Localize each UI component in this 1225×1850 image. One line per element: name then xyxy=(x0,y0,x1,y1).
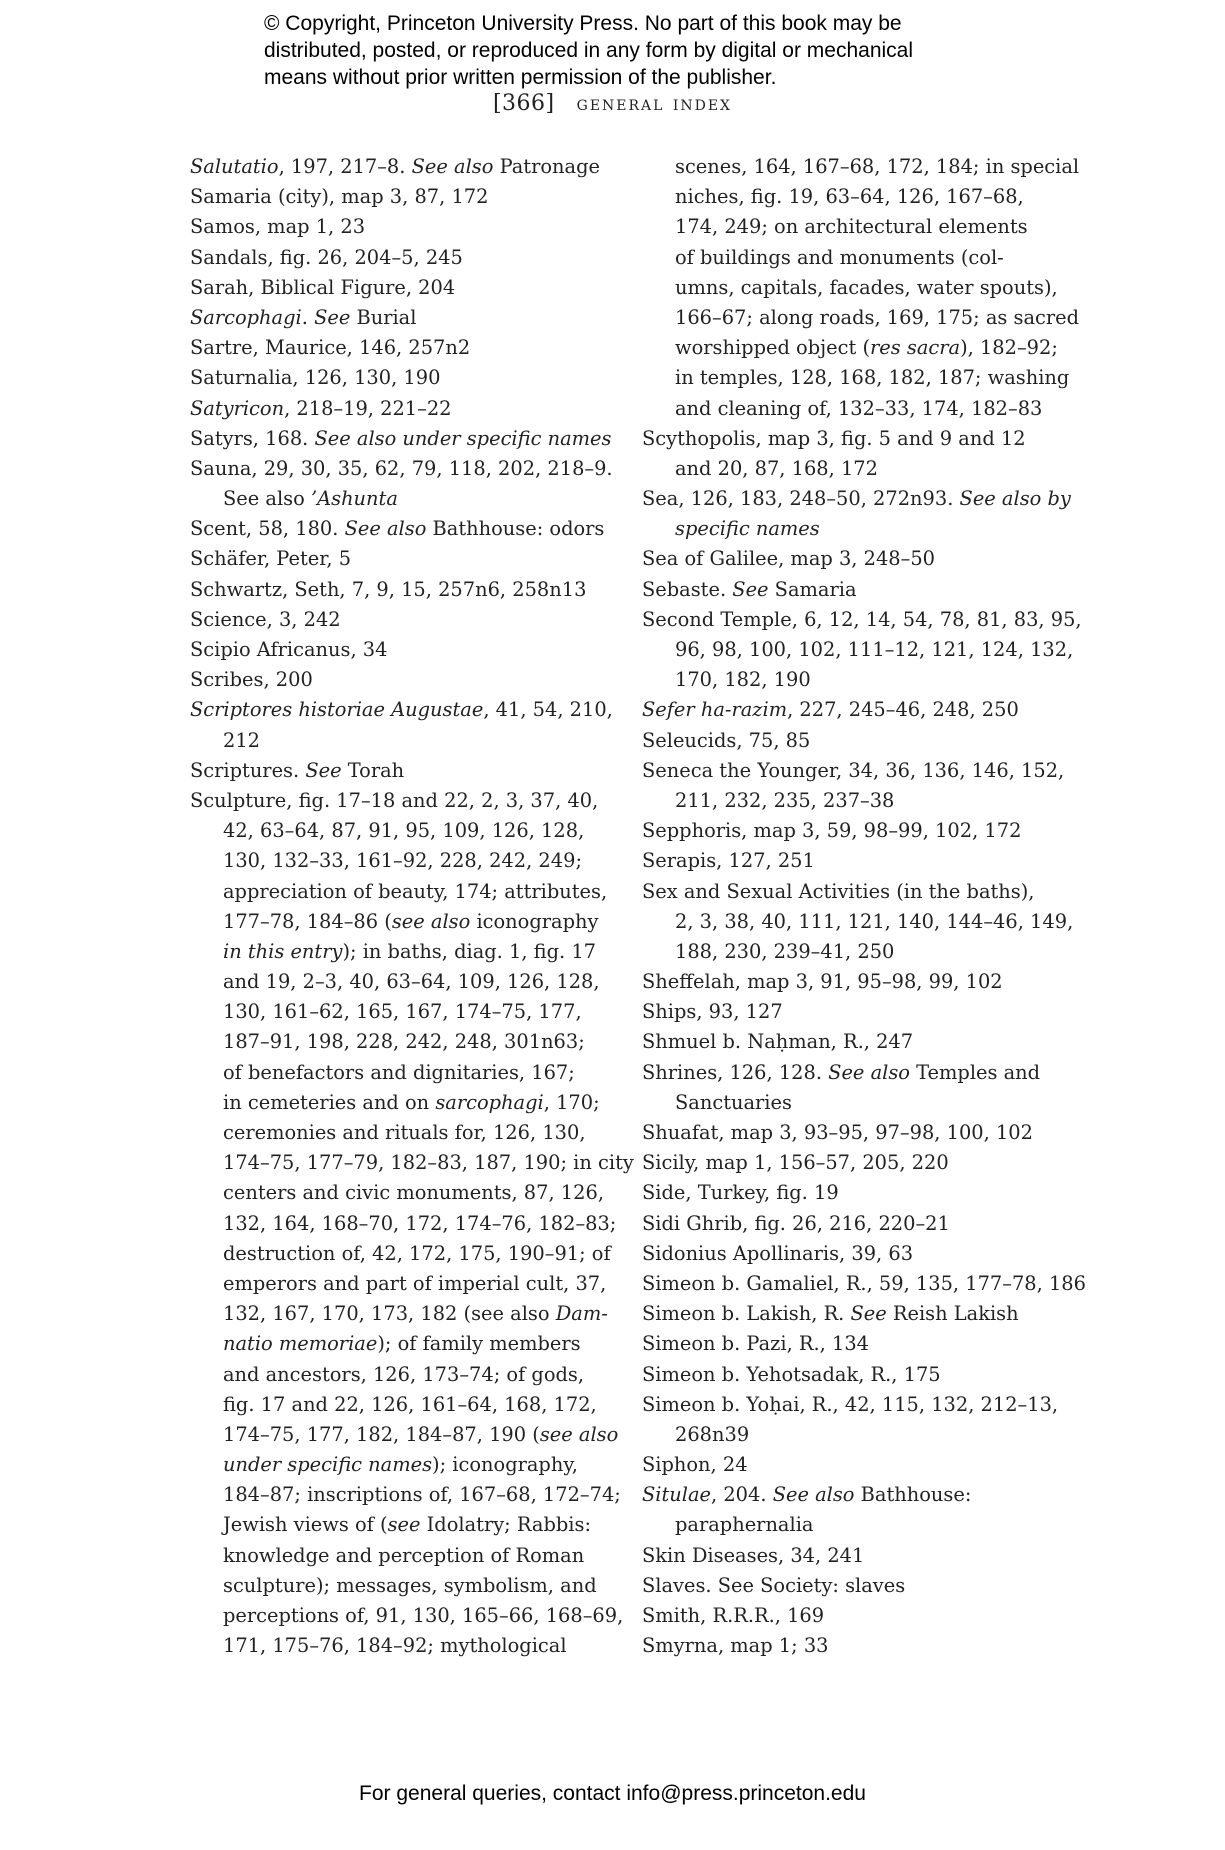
index-entry-continuation: 187–91, 198, 228, 242, 248, 301n63; xyxy=(223,1030,585,1054)
index-entry: Skin Diseases, 34, 241 xyxy=(642,1543,865,1567)
footer-contact: For general queries, contact info@press.princeton.edu xyxy=(359,1782,866,1805)
index-entry-continuation: specific names xyxy=(675,517,820,541)
index-entry-continuation: under specific names); iconography, xyxy=(223,1453,578,1477)
index-entry-continuation: 268n39 xyxy=(675,1422,750,1446)
index-entry: Situlae, 204. See also Bathhouse: xyxy=(642,1483,972,1507)
running-head-title: general index xyxy=(576,91,733,115)
index-entry-continuation: worshipped object (res sacra), 182–92; xyxy=(675,336,1058,360)
index-entry: Saturnalia, 126, 130, 190 xyxy=(190,366,441,390)
index-entry: Sepphoris, map 3, 59, 98–99, 102, 172 xyxy=(642,819,1022,843)
index-entry: Science, 3, 242 xyxy=(190,607,341,631)
index-entry-continuation: umns, capitals, facades, water spouts), xyxy=(675,275,1058,299)
index-entry-continuation: 2, 3, 38, 40, 111, 121, 140, 144–46, 149, xyxy=(675,909,1074,933)
index-entry: Ships, 93, 127 xyxy=(642,1000,783,1024)
index-entry: Side, Turkey, fig. 19 xyxy=(642,1181,839,1205)
index-entry: Smyrna, map 1; 33 xyxy=(642,1634,829,1658)
index-entry: Sheffelah, map 3, 91, 95–98, 99, 102 xyxy=(642,970,1003,994)
index-entry: Serapis, 127, 251 xyxy=(642,849,815,873)
index-column-left xyxy=(190,152,634,1661)
index-entry-continuation: 184–87; inscriptions of, 167–68, 172–74; xyxy=(223,1483,621,1507)
index-entry-continuation: centers and civic monuments, 87, 126, xyxy=(223,1181,604,1205)
index-entry-continuation: 132, 167, 170, 173, 182 (see also Dam- xyxy=(223,1302,608,1326)
index-entry: Sandals, fig. 26, 204–5, 245 xyxy=(190,245,463,269)
copyright-line: © Copyright, Princeton University Press. No part of this book may be xyxy=(264,12,902,35)
index-entry: Sarah, Biblical Figure, 204 xyxy=(190,275,456,299)
index-entry: Sebaste. See Samaria xyxy=(642,577,857,601)
index-entry: Sartre, Maurice, 146, 257n2 xyxy=(190,336,471,360)
index-entry-continuation: destruction of, 42, 172, 175, 190–91; of xyxy=(223,1241,611,1265)
index-entry: Scribes, 200 xyxy=(190,668,313,692)
index-entry: Satyrs, 168. See also under specific names xyxy=(190,426,612,450)
index-entry-continuation: 174–75, 177, 182, 184–87, 190 (see also xyxy=(223,1422,619,1446)
index-entry: Smith, R.R.R., 169 xyxy=(642,1604,825,1627)
index-entry: Sidi Ghrib, fig. 26, 216, 220–21 xyxy=(642,1211,950,1235)
index-entry-continuation: 96, 98, 100, 102, 111–12, 121, 124, 132, xyxy=(675,638,1074,661)
index-entry: Sea of Galilee, map 3, 248–50 xyxy=(642,547,935,571)
index-entry-continuation: sculpture); messages, symbolism, and xyxy=(223,1573,597,1597)
index-entry-continuation: of buildings and monuments (col- xyxy=(675,245,1004,269)
index-entry-continuation: in this entry); in baths, diag. 1, fig. 17 xyxy=(223,939,597,963)
index-entry-continuation: of benefactors and dignitaries, 167; xyxy=(223,1060,575,1084)
index-entry-continuation: 174, 249; on architectural elements xyxy=(675,215,1028,239)
index-entry: Sidonius Apollinaris, 39, 63 xyxy=(642,1241,914,1265)
index-entry: Second Temple, 6, 12, 14, 54, 78, 81, 83, 95, xyxy=(642,607,1082,631)
index-entry-continuation: 130, 132–33, 161–92, 228, 242, 249; xyxy=(223,849,582,873)
index-entry-continuation: appreciation of beauty, 174; attributes, xyxy=(223,879,608,903)
index-entry: Scriptores historiae Augustae, 41, 54, 210, xyxy=(190,698,613,722)
index-entry-continuation: Sanctuaries xyxy=(675,1090,792,1114)
index-entry: Simeon b. Pazi, R., 134 xyxy=(642,1332,869,1356)
index-entry: Sculpture, fig. 17–18 and 22, 2, 3, 37, 40, xyxy=(190,788,599,812)
index-entry-continuation: paraphernalia xyxy=(675,1513,814,1537)
copyright-line: means without prior written permission of the publisher. xyxy=(264,66,777,89)
index-entry-continuation: ceremonies and rituals for, 126, 130, xyxy=(223,1121,586,1144)
index-entry: Schäfer, Peter, 5 xyxy=(190,547,352,571)
index-entry: Samaria (city), map 3, 87, 172 xyxy=(190,185,489,209)
index-entry: Siphon, 24 xyxy=(642,1453,748,1477)
index-entry-continuation: See also ’Ashunta xyxy=(223,487,398,511)
index-entry-continuation: natio memoriae); of family members xyxy=(223,1332,581,1356)
index-entry: Simeon b. Gamaliel, R., 59, 135, 177–78, 186 xyxy=(642,1271,1086,1295)
index-entry: Schwartz, Seth, 7, 9, 15, 257n6, 258n13 xyxy=(190,577,587,601)
index-entry-continuation: 171, 175–76, 184–92; mythological xyxy=(223,1634,567,1658)
index-entry: Simeon b. Yehotsadak, R., 175 xyxy=(642,1362,941,1386)
index-entry-continuation: niches, fig. 19, 63–64, 126, 167–68, xyxy=(675,185,1024,209)
index-entry: Sea, 126, 183, 248–50, 272n93. See also by xyxy=(642,487,1071,511)
index-entry: Shrines, 126, 128. See also Temples and xyxy=(642,1060,1041,1084)
index-entry-continuation: fig. 17 and 22, 126, 161–64, 168, 172, xyxy=(223,1392,597,1416)
index-entry-continuation: 174–75, 177–79, 182–83, 187, 190; in city xyxy=(223,1151,634,1175)
index-entry: Satyricon, 218–19, 221–22 xyxy=(190,396,452,420)
index-entry-continuation: 42, 63–64, 87, 91, 95, 109, 126, 128, xyxy=(223,819,585,843)
index-entry: Sex and Sexual Activities (in the baths), xyxy=(642,879,1035,903)
index-entry-continuation: perceptions of, 91, 130, 165–66, 168–69, xyxy=(223,1604,624,1627)
index-column-right xyxy=(642,152,1086,1661)
index-entry-continuation: and cleaning of, 132–33, 174, 182–83 xyxy=(675,396,1043,420)
index-entry: Sefer ha-razim, 227, 245–46, 248, 250 xyxy=(642,698,1019,722)
index-entry: Sarcophagi. See Burial xyxy=(190,305,417,329)
index-entry-continuation: in cemeteries and on sarcophagi, 170; xyxy=(223,1090,600,1114)
index-entry: Scent, 58, 180. See also Bathhouse: odors xyxy=(190,517,605,541)
index-entry-continuation: and 19, 2–3, 40, 63–64, 109, 126, 128, xyxy=(223,970,600,994)
index-entry: Scriptures. See Torah xyxy=(190,758,405,782)
running-head xyxy=(0,91,1225,116)
page-number: [366] xyxy=(492,91,555,116)
index-entry-continuation: 212 xyxy=(223,728,261,752)
index-entry: Shuafat, map 3, 93–95, 97–98, 100, 102 xyxy=(642,1121,1033,1144)
index-entry-continuation: 188, 230, 239–41, 250 xyxy=(675,939,895,963)
copyright-notice xyxy=(264,10,984,91)
index-entry-continuation: 132, 164, 168–70, 172, 174–76, 182–83; xyxy=(223,1211,617,1235)
index-entry: Sauna, 29, 30, 35, 62, 79, 118, 202, 218–9. xyxy=(190,456,613,480)
index-entry-continuation: 130, 161–62, 165, 167, 174–75, 177, xyxy=(223,1000,582,1024)
index-entry-continuation: and 20, 87, 168, 172 xyxy=(675,456,878,480)
index-entry-continuation: in temples, 128, 168, 182, 187; washing xyxy=(675,366,1070,390)
index-entry-continuation: 177–78, 184–86 (see also iconography xyxy=(223,909,599,933)
index-entry: Simeon b. Lakish, R. See Reish Lakish xyxy=(642,1302,1019,1326)
index-entry-continuation: 211, 232, 235, 237–38 xyxy=(675,788,895,812)
index-entry-continuation: Jewish views of (see Idolatry; Rabbis: xyxy=(223,1513,591,1537)
index-entry: Samos, map 1, 23 xyxy=(190,215,366,239)
index-entry: Scythopolis, map 3, fig. 5 and 9 and 12 xyxy=(642,426,1026,450)
index-entry: Seleucids, 75, 85 xyxy=(642,728,811,752)
index-entry: Slaves. See Society: slaves xyxy=(642,1573,906,1597)
index-entry: Sicily, map 1, 156–57, 205, 220 xyxy=(642,1151,949,1175)
index-entry-continuation: emperors and part of imperial cult, 37, xyxy=(223,1271,607,1295)
index-entry: Scipio Africanus, 34 xyxy=(190,638,388,661)
index-entry: Shmuel b. Naḥman, R., 247 xyxy=(642,1030,914,1054)
index-entry-continuation: and ancestors, 126, 173–74; of gods, xyxy=(223,1362,585,1386)
index-entry-continuation: knowledge and perception of Roman xyxy=(223,1543,585,1567)
copyright-line: distributed, posted, or reproduced in any form by digital or mechanical xyxy=(264,39,914,62)
index-entry: Seneca the Younger, 34, 36, 136, 146, 152, xyxy=(642,758,1065,782)
index-entry: Simeon b. Yoḥai, R., 42, 115, 132, 212–13, xyxy=(642,1392,1059,1416)
index-entry-continuation: 166–67; along roads, 169, 175; as sacred xyxy=(675,305,1080,329)
index-entry-continuation: 170, 182, 190 xyxy=(675,668,811,692)
index-entry: Salutatio, 197, 217–8. See also Patronage xyxy=(190,155,600,178)
index-entry-continuation: scenes, 164, 167–68, 172, 184; in special xyxy=(675,155,1080,178)
